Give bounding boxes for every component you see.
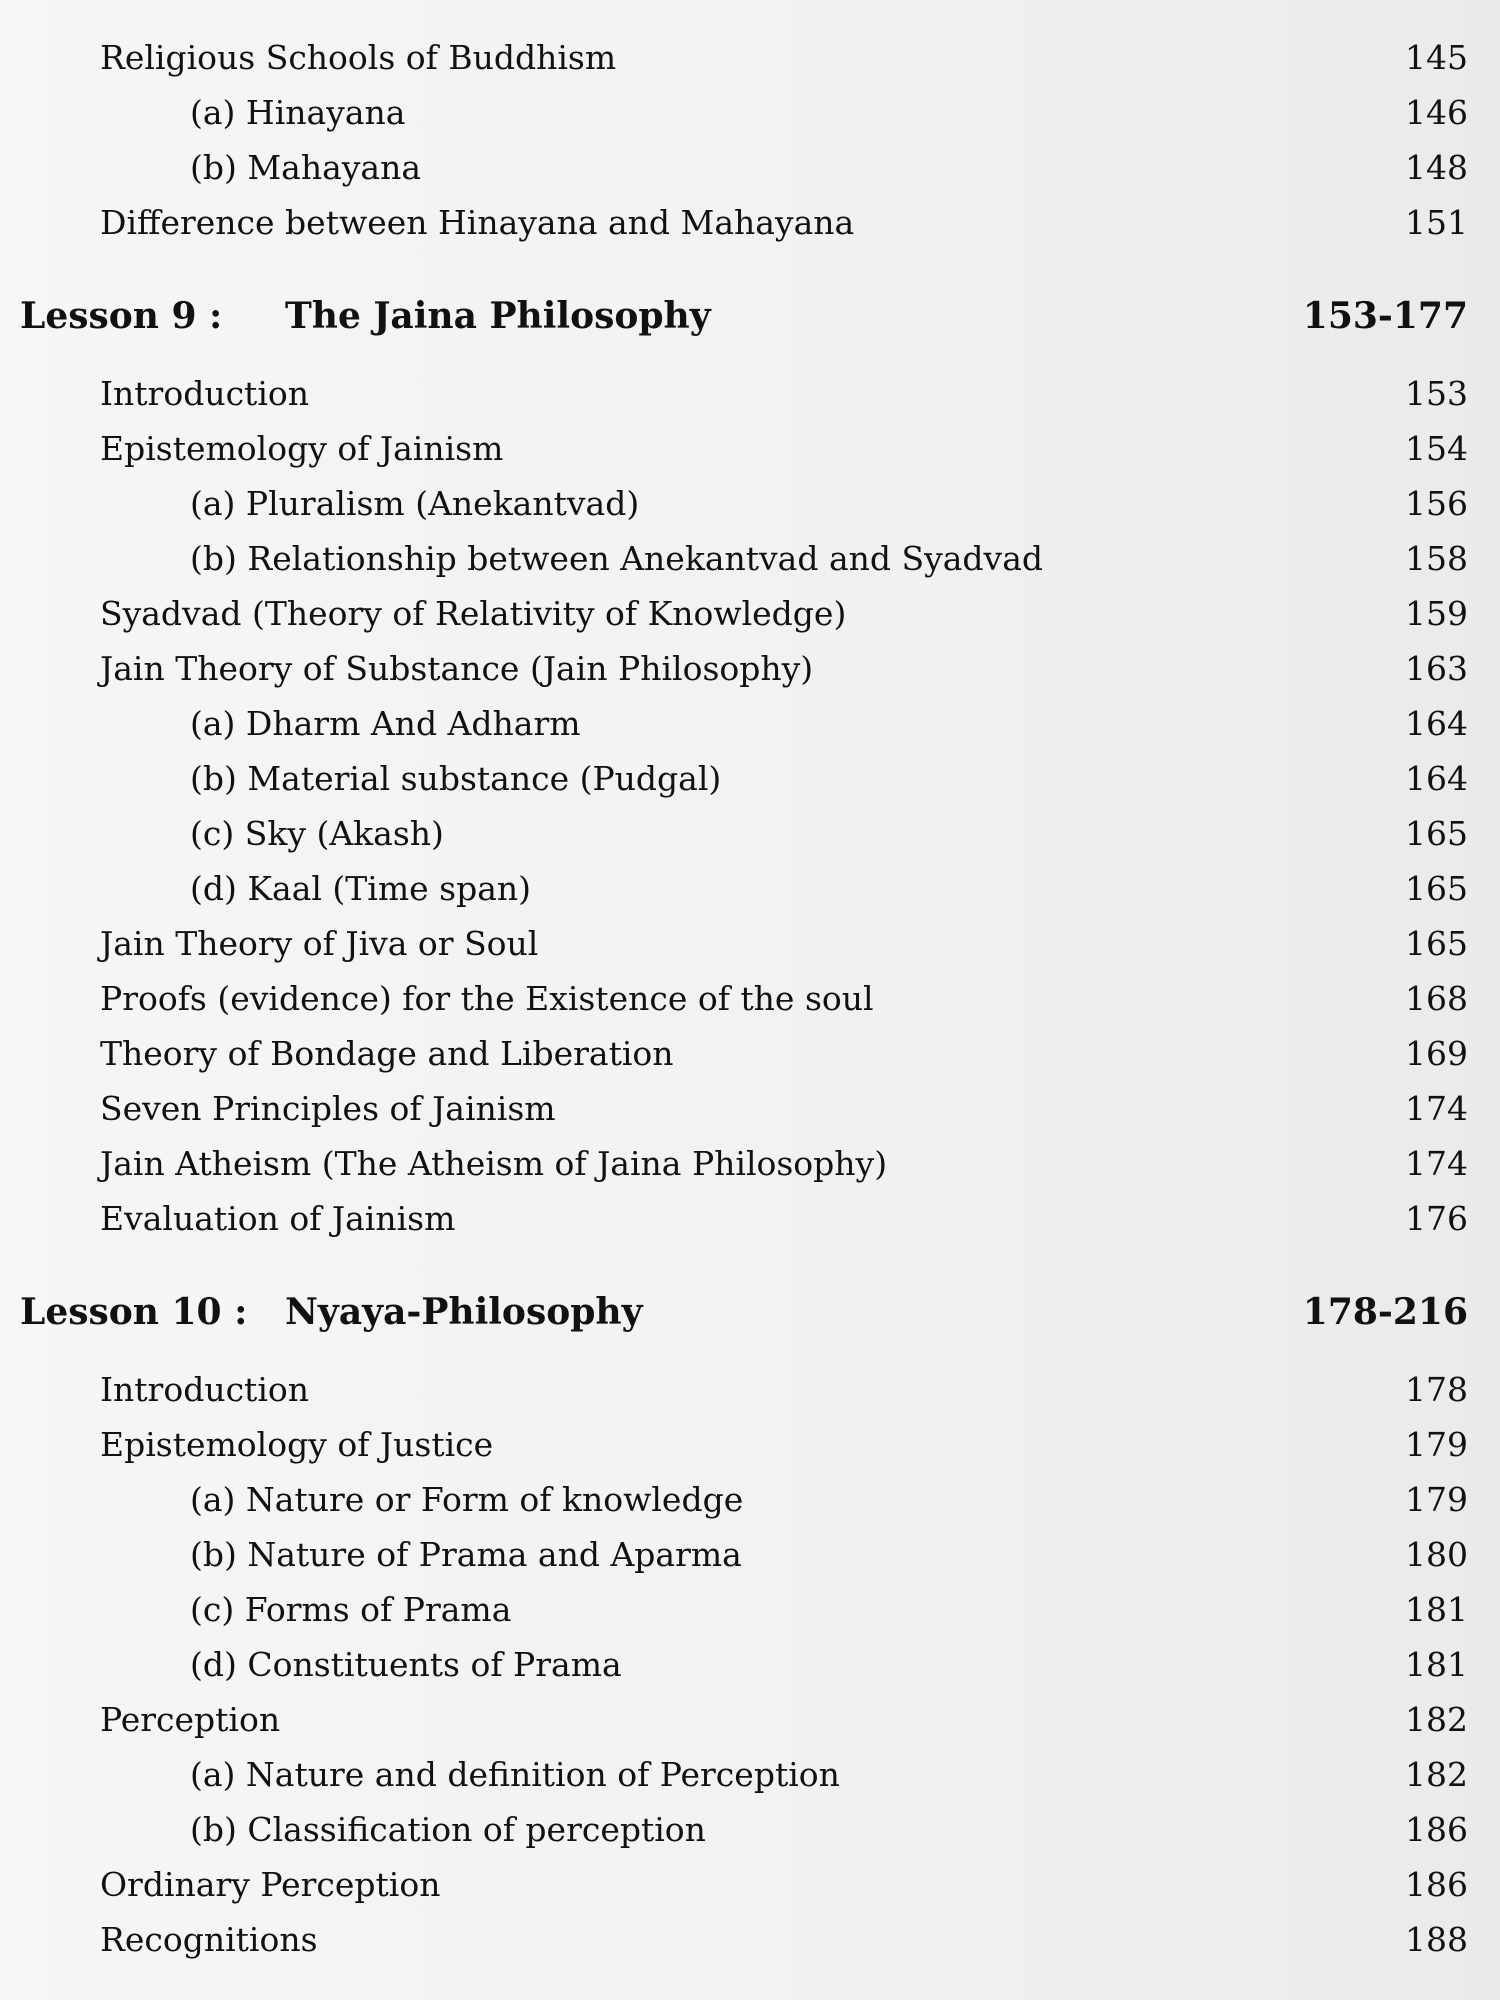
toc-entry <box>0 1802 1500 1858</box>
toc-entry <box>0 1912 1500 1968</box>
entry-page: 188 <box>1405 1920 1468 1959</box>
entry-page: 165 <box>1405 924 1468 963</box>
toc-entry <box>0 916 1500 972</box>
entry-page: 164 <box>1405 759 1468 798</box>
toc-entry <box>0 861 1500 917</box>
entry-page: 178 <box>1405 1370 1468 1409</box>
entry-title: (d) Kaal (Time span) <box>190 869 532 908</box>
toc-entry <box>0 1472 1500 1528</box>
entry-title: Jain Theory of Substance (Jain Philosophy) <box>100 649 814 688</box>
entry-title: (b) Mahayana <box>190 148 421 187</box>
entry-title: (a) Nature and definition of Perception <box>190 1755 840 1794</box>
toc-entry <box>0 1136 1500 1192</box>
entry-title: Jain Theory of Jiva or Soul <box>100 924 539 963</box>
toc-entry <box>0 751 1500 807</box>
toc-entry <box>0 1637 1500 1693</box>
entry-title: Difference between Hinayana and Mahayana <box>100 203 855 242</box>
entry-title: (a) Pluralism (Anekantvad) <box>190 484 640 523</box>
entry-page: 179 <box>1405 1480 1468 1519</box>
toc-entry <box>0 476 1500 532</box>
entry-title: Epistemology of Justice <box>100 1425 494 1464</box>
toc-entry <box>0 531 1500 587</box>
entry-title: Introduction <box>100 374 309 413</box>
entry-title: (c) Forms of Prama <box>190 1590 512 1629</box>
entry-title: (d) Constituents of Prama <box>190 1645 622 1684</box>
entry-title: Theory of Bondage and Liberation <box>100 1034 674 1073</box>
toc-entry <box>0 421 1500 477</box>
entry-title: Proofs (evidence) for the Existence of the soul <box>100 979 874 1018</box>
entry-page: 158 <box>1405 539 1468 578</box>
toc-entry <box>0 696 1500 752</box>
toc-entry <box>0 1582 1500 1638</box>
entry-page: 151 <box>1405 203 1468 242</box>
entry-title: Introduction <box>100 1370 309 1409</box>
entry-title: (c) Sky (Akash) <box>190 814 444 853</box>
toc-entry <box>0 1747 1500 1803</box>
entry-page: 165 <box>1405 814 1468 853</box>
entry-page: 174 <box>1405 1089 1468 1128</box>
entry-page: 148 <box>1405 148 1468 187</box>
entry-title: Religious Schools of Buddhism <box>100 38 617 77</box>
lesson-heading <box>0 1284 1500 1340</box>
entry-page: 181 <box>1405 1590 1468 1629</box>
entry-page: 146 <box>1405 93 1468 132</box>
entry-title: (b) Nature of Prama and Aparma <box>190 1535 742 1574</box>
entry-page: 154 <box>1405 429 1468 468</box>
entry-page: 179 <box>1405 1425 1468 1464</box>
entry-title: (a) Nature or Form of knowledge <box>190 1480 744 1519</box>
entry-title: Syadvad (Theory of Relativity of Knowledge) <box>100 594 847 633</box>
entry-page: 180 <box>1405 1535 1468 1574</box>
entry-title: Seven Principles of Jainism <box>100 1089 556 1128</box>
toc-entry <box>0 1417 1500 1473</box>
entry-title: (b) Material substance (Pudgal) <box>190 759 722 798</box>
toc-entry <box>0 1081 1500 1137</box>
toc-entry <box>0 195 1500 251</box>
entry-page: 186 <box>1405 1810 1468 1849</box>
entry-title: Recognitions <box>100 1920 318 1959</box>
entry-page: 145 <box>1405 38 1468 77</box>
entry-title: (b) Classification of perception <box>190 1810 706 1849</box>
toc-entry <box>0 641 1500 697</box>
toc-entry <box>0 806 1500 862</box>
toc-entry <box>0 1857 1500 1913</box>
lesson-number: Lesson 9 : <box>20 295 223 337</box>
entry-title: Epistemology of Jainism <box>100 429 504 468</box>
toc-entry <box>0 85 1500 141</box>
entry-title: Ordinary Perception <box>100 1865 441 1904</box>
entry-page: 176 <box>1405 1199 1468 1238</box>
entry-title: Perception <box>100 1700 281 1739</box>
entry-title: Evaluation of Jainism <box>100 1199 456 1238</box>
toc-entry <box>0 1692 1500 1748</box>
entry-page: 168 <box>1405 979 1468 1018</box>
entry-title: (a) Hinayana <box>190 93 406 132</box>
entry-page: 174 <box>1405 1144 1468 1183</box>
entry-page: 181 <box>1405 1645 1468 1684</box>
lesson-heading <box>0 288 1500 344</box>
entry-page: 156 <box>1405 484 1468 523</box>
lesson-number: Lesson 10 : <box>20 1291 248 1333</box>
entry-title: Jain Atheism (The Atheism of Jaina Philosophy) <box>100 1144 888 1183</box>
toc-entry <box>0 366 1500 422</box>
entry-page: 163 <box>1405 649 1468 688</box>
toc-entry <box>0 30 1500 86</box>
toc-entry <box>0 586 1500 642</box>
entry-page: 186 <box>1405 1865 1468 1904</box>
entry-title: (a) Dharm And Adharm <box>190 704 581 743</box>
lesson-page-range: 178-216 <box>1302 1291 1468 1333</box>
entry-title: (b) Relationship between Anekantvad and Syadvad <box>190 539 1043 578</box>
toc-entry <box>0 1026 1500 1082</box>
lesson-page-range: 153-177 <box>1302 295 1468 337</box>
lesson-title: Nyaya-Philosophy <box>285 1291 643 1333</box>
entry-page: 164 <box>1405 704 1468 743</box>
toc-entry <box>0 140 1500 196</box>
entry-page: 159 <box>1405 594 1468 633</box>
toc-entry <box>0 1527 1500 1583</box>
entry-page: 182 <box>1405 1700 1468 1739</box>
entry-page: 169 <box>1405 1034 1468 1073</box>
toc-entry <box>0 1362 1500 1418</box>
entry-page: 165 <box>1405 869 1468 908</box>
toc-entry <box>0 971 1500 1027</box>
lesson-title: The Jaina Philosophy <box>285 295 711 337</box>
entry-page: 182 <box>1405 1755 1468 1794</box>
entry-page: 153 <box>1405 374 1468 413</box>
toc-entry <box>0 1191 1500 1247</box>
